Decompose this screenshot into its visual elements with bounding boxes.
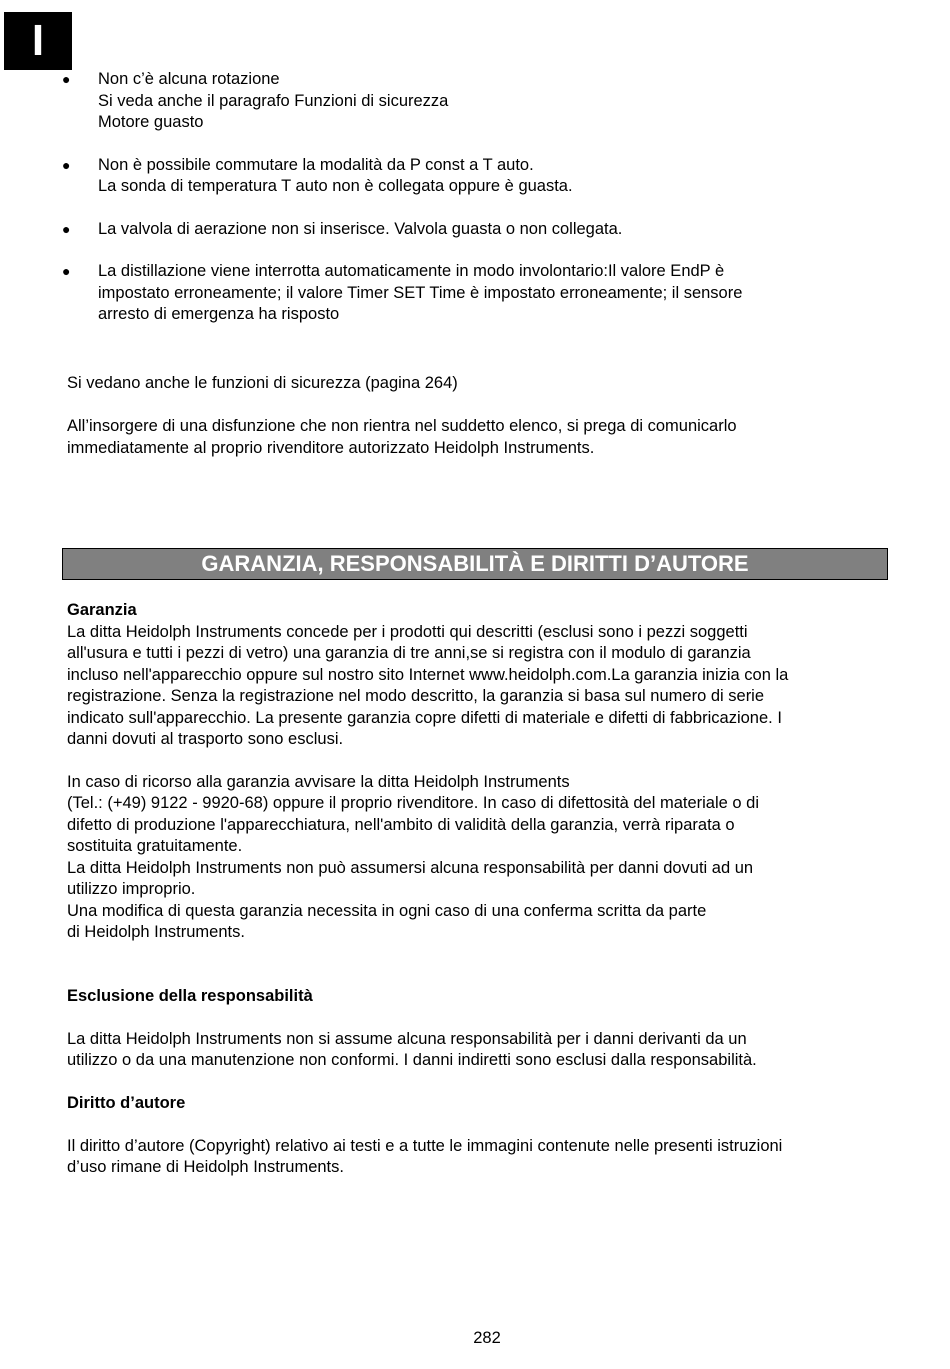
- text-line: (Tel.: (+49) 9122 - 9920-68) oppure il proprio rivenditore. In caso di difettosità del materiale o di: [67, 794, 760, 812]
- list-item-line: Si veda anche il paragrafo Funzioni di sicurezza: [98, 91, 449, 110]
- text-line: All’insorgere di una disfunzione che non rientra nel suddetto elenco, si prega di comunicarlo: [67, 417, 737, 435]
- text-line: difetto di produzione l'apparecchiatura, nell'ambito di validità della garanzia, verrà riparata o: [67, 815, 735, 834]
- list-item-line: Motore guasto: [98, 113, 204, 131]
- text-line: La ditta Heidolph Instruments non si assume alcuna responsabilità per i danni derivanti da un: [67, 1029, 747, 1048]
- bullet-icon: ●: [62, 156, 71, 173]
- text-line: utilizzo o da una manutenzione non conformi. I danni indiretti sono esclusi dalla responsabilità.: [67, 1051, 757, 1069]
- section-heading: GARANZIA, RESPONSABILITÀ E DIRITTI D’AUTORE: [62, 548, 888, 580]
- liability-section: [67, 986, 897, 1072]
- text-line: Il diritto d’autore (Copyright) relativo ai testi e a tutte le immagini contenute nelle presenti istruzioni: [67, 1136, 783, 1155]
- copyright-title: Diritto d’autore: [67, 1094, 186, 1112]
- bullet-icon: ●: [62, 71, 71, 87]
- bullet-icon: ●: [62, 263, 71, 279]
- text-line: sostituita gratuitamente.: [67, 837, 243, 855]
- malfunction-note: [67, 416, 897, 459]
- list-item: [62, 69, 902, 134]
- safety-reference: Si vedano anche le funzioni di sicurezza (pagina 264): [67, 374, 458, 392]
- list-item-line: impostato erroneamente; il valore Timer SET Time è impostato erroneamente; il sensore: [98, 283, 743, 302]
- list-item: [62, 155, 902, 198]
- list-item-line: Non c’è alcuna rotazione: [98, 70, 280, 88]
- list-item-line: arresto di emergenza ha risposto: [98, 305, 340, 323]
- warranty-section: [67, 600, 897, 944]
- bullet-icon: ●: [62, 220, 71, 237]
- troubleshooting-list: [62, 69, 902, 326]
- list-item-line: Non è possibile commutare la modalità da P const a T auto.: [98, 155, 534, 174]
- language-tab: I: [4, 12, 72, 70]
- text-line: indicato sull'apparecchio. La presente garanzia copre difetti di materiale e difetti di fabbricazione. I: [67, 708, 782, 727]
- text-line: di Heidolph Instruments.: [67, 923, 245, 941]
- text-line: In caso di ricorso alla garanzia avvisare la ditta Heidolph Instruments: [67, 772, 570, 791]
- list-item-line: La sonda di temperatura T auto non è collegata oppure è guasta.: [98, 177, 573, 195]
- list-item-line: La valvola di aerazione non si inserisce. Valvola guasta o non collegata.: [98, 219, 623, 238]
- text-line: registrazione. Senza la registrazione nel modo descritto, la garanzia si basa sul numero di serie: [67, 687, 765, 705]
- text-line: incluso nell'apparecchio oppure sul nostro sito Internet www.heidolph.com.La garanzia inizia con la: [67, 665, 789, 684]
- copyright-section: [67, 1093, 897, 1179]
- list-item-line: La distillazione viene interrotta automaticamente in modo involontario:Il valore EndP è: [98, 262, 725, 280]
- list-item: [62, 219, 902, 241]
- text-line: all'usura e tutti i pezzi di vetro) una garanzia di tre anni,se si registra con il modulo di garanzia: [67, 644, 751, 662]
- list-item: [62, 261, 902, 326]
- text-line: utilizzo improprio.: [67, 880, 196, 898]
- liability-title: Esclusione della responsabilità: [67, 987, 313, 1005]
- text-line: Una modifica di questa garanzia necessita in ogni caso di una conferma scritta da parte: [67, 901, 707, 920]
- page-number: 282: [473, 1329, 501, 1347]
- text-line: immediatamente al proprio rivenditore autorizzato Heidolph Instruments.: [67, 438, 595, 457]
- warranty-title: Garanzia: [67, 601, 137, 619]
- text-line: d’uso rimane di Heidolph Instruments.: [67, 1158, 344, 1176]
- text-line: La ditta Heidolph Instruments concede per i prodotti qui descritti (esclusi sono i pezzi soggetti: [67, 622, 748, 641]
- text-line: La ditta Heidolph Instruments non può assumersi alcuna responsabilità per danni dovuti ad un: [67, 858, 754, 877]
- text-line: danni dovuti al trasporto sono esclusi.: [67, 730, 344, 748]
